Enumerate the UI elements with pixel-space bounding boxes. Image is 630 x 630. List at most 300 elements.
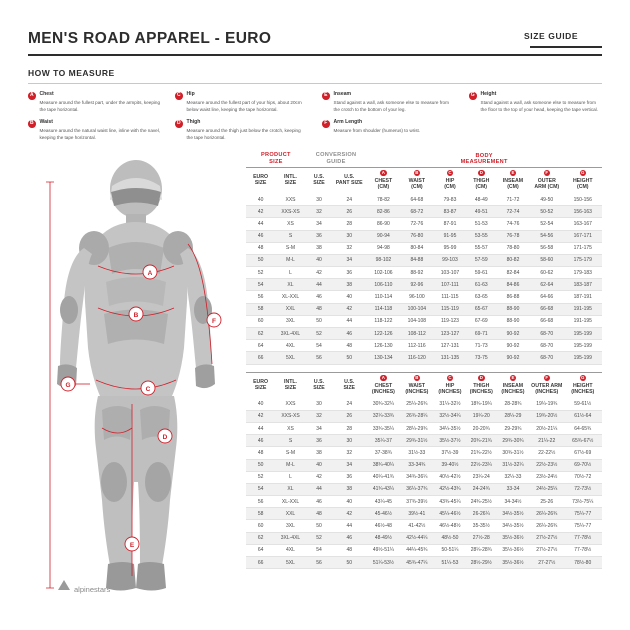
imperial-cell: 58	[246, 508, 275, 520]
imperial-cell: 39½-41	[400, 508, 433, 520]
imperial-header-row	[246, 372, 602, 399]
metric-cell: 48	[306, 303, 332, 315]
col-us-size: U.S. SIZE	[313, 173, 325, 187]
imperial-cell: 42	[306, 471, 332, 483]
imperial-cell: 29¾-31½	[400, 435, 433, 447]
col-intl-size: INTL. SIZE	[284, 173, 297, 187]
metric-cell: 76-80	[400, 230, 433, 242]
imperial-cell: 50	[306, 520, 332, 532]
figure-svg	[28, 152, 242, 600]
imperial-cell: 39-40½	[433, 459, 466, 471]
imperial-cell: 54	[306, 544, 332, 556]
metric-cell: 38	[332, 279, 366, 291]
metric-cell: S	[275, 230, 306, 242]
metric-cell: 76-78	[496, 230, 530, 242]
imperial-cell: 50-51¼	[433, 544, 466, 556]
imperial-cell: XL	[275, 483, 306, 495]
htm-term-height: Height	[480, 91, 497, 97]
col-us-pant-size: U.S. PANT SIZE	[335, 173, 363, 187]
htm-term-chest: Chest	[39, 91, 54, 97]
metric-cell: 163-167	[564, 218, 603, 230]
imperial-cell: 32	[332, 447, 366, 459]
metric-cell: 60	[246, 315, 275, 327]
metric-cell: 114-118	[366, 303, 400, 315]
metric-cell: 84-88	[400, 254, 433, 266]
table-row	[246, 279, 602, 291]
svg-text:B: B	[133, 311, 139, 319]
imperial-cell: 36	[332, 471, 366, 483]
svg-text:E: E	[129, 541, 135, 549]
imperial-cell: XXS-XS	[275, 410, 306, 422]
group-product-size: PRODUCT SIZE	[261, 151, 291, 166]
metric-cell: 92-96	[400, 279, 433, 291]
htm-item-height	[469, 91, 602, 113]
imperial-cell: 45-46½	[366, 508, 400, 520]
metric-cell: 167-171	[564, 230, 603, 242]
metric-cell: 66	[246, 352, 275, 364]
metric-cell: 102-106	[366, 267, 400, 279]
imperial-cell: 23½-24½	[530, 471, 563, 483]
col-outer-arm-cm: F OUTER ARM (CM)	[534, 169, 560, 191]
metric-cell: 62	[246, 328, 275, 340]
imperial-cell: 26¼-26¾	[530, 508, 563, 520]
imperial-cell: 38	[332, 483, 366, 495]
imperial-cell: 48	[306, 508, 332, 520]
metric-cell: 67-69	[467, 315, 496, 327]
metric-cell: 60-62	[530, 267, 563, 279]
metric-cell: 32	[332, 242, 366, 254]
col-us-pant-size-in: U.S. SIZE	[343, 378, 355, 392]
metric-cell: 48	[246, 242, 275, 254]
htm-item-inseam	[322, 91, 455, 113]
imperial-cell: 28	[332, 422, 366, 434]
col-waist-cm: B WAIST (CM)	[408, 169, 426, 191]
metric-cell: 34	[332, 254, 366, 266]
imperial-cell: 44	[332, 520, 366, 532]
imperial-cell: 34½-35½	[496, 520, 530, 532]
imperial-cell: 64-65¾	[564, 422, 603, 434]
metric-cell: 52	[246, 267, 275, 279]
imperial-cell: 24½-25¼	[530, 483, 563, 495]
metric-cell: 44	[246, 218, 275, 230]
badge-g: G	[470, 92, 475, 98]
col-height-in: G HEIGHT (INCHES)	[571, 374, 595, 396]
metric-cell: 191-195	[564, 315, 603, 327]
imperial-cell: 5XL	[275, 557, 306, 569]
metric-cell: 90-92	[496, 352, 530, 364]
metric-cell: 187-191	[564, 291, 603, 303]
metric-cell: 191-195	[564, 303, 603, 315]
metric-cell: 175-179	[564, 254, 603, 266]
table-row	[246, 230, 602, 242]
metric-cell: 88-90	[496, 303, 530, 315]
badge-b: B	[29, 120, 34, 127]
metric-cell: XXS	[275, 194, 306, 206]
metric-cell: 179-183	[564, 267, 603, 279]
table-spacer	[246, 364, 602, 372]
how-to-measure-divider	[28, 83, 602, 84]
metric-cell: 48-49	[467, 194, 496, 206]
imperial-cell: 28¼-28¾	[467, 544, 496, 556]
imperial-cell: 19¼-19¾	[530, 399, 563, 411]
imperial-cell: 23¼-24	[467, 471, 496, 483]
imperial-cell: 34	[332, 459, 366, 471]
htm-text-waist	[40, 119, 162, 141]
size-guide-underline	[530, 46, 602, 48]
metric-cell: 40	[332, 291, 366, 303]
htm-text-hip	[187, 91, 309, 113]
imperial-cell: 51¼-53½	[366, 557, 400, 569]
htm-column-3	[322, 91, 455, 142]
col-euro-size: EURO SIZE	[253, 173, 269, 187]
imperial-cell: 67½-69	[564, 447, 603, 459]
metric-cell: 131-135	[433, 352, 466, 364]
imperial-cell: 42	[332, 508, 366, 520]
imperial-cell: 44	[246, 422, 275, 434]
metric-cell: 38	[306, 242, 332, 254]
metric-cell: 68-70	[530, 328, 563, 340]
imperial-cell: 46	[246, 435, 275, 447]
htm-term-thigh: Thigh	[186, 119, 201, 126]
imperial-cell: 29¾-30¾	[496, 435, 530, 447]
imperial-cell: 72-73½	[564, 483, 603, 495]
imperial-cell: 40½-42½	[433, 471, 466, 483]
imperial-cell: 37¾-39½	[400, 496, 433, 508]
metric-cell: S-M	[275, 242, 306, 254]
metric-cell: 58-60	[530, 254, 563, 266]
imperial-cell: 40¼-41¾	[366, 471, 400, 483]
metric-cell: 123-127	[433, 328, 466, 340]
imperial-cell: 56	[246, 496, 275, 508]
imperial-cell: 20½-21¼	[530, 422, 563, 434]
imperial-cell: S-M	[275, 447, 306, 459]
imperial-cell: 42	[246, 410, 275, 422]
metric-cell: 44	[332, 315, 366, 327]
htm-desc-inseam: Stand against a wall, ask someone else to measure from the crotch to the bottom of your leg.	[333, 99, 449, 112]
table-row	[246, 410, 602, 422]
htm-term-arm-length: Arm Length	[333, 119, 363, 126]
imperial-cell: 54	[246, 483, 275, 495]
metric-cell: 42	[306, 267, 332, 279]
size-table-wrapper	[242, 152, 602, 600]
metric-cell: 87-91	[433, 218, 466, 230]
metric-cell: 126-130	[366, 340, 400, 352]
imperial-cell: 38¾-40¼	[366, 459, 400, 471]
imperial-cell: 33¾-35¼	[366, 422, 400, 434]
table-row	[246, 483, 602, 495]
metric-cell: 28	[332, 218, 366, 230]
imperial-cell: 44	[306, 483, 332, 495]
imperial-cell: 18¾-19¼	[467, 399, 496, 411]
metric-cell: 53-55	[467, 230, 496, 242]
imperial-cell: 41-42½	[400, 520, 433, 532]
metric-cell: 103-107	[433, 267, 466, 279]
table-row	[246, 447, 602, 459]
imperial-cell: 32¼-33¾	[366, 410, 400, 422]
table-row	[246, 218, 602, 230]
imperial-cell: 43¼-45	[366, 496, 400, 508]
metric-cell: 58	[246, 303, 275, 315]
badge-d: D	[176, 120, 181, 127]
metric-cell: 118-122	[366, 315, 400, 327]
imperial-cell: 35½-36½	[496, 544, 530, 556]
svg-text:A: A	[147, 269, 153, 277]
imperial-cell: 61½-64	[564, 410, 603, 422]
metric-cell: 49-51	[467, 206, 496, 218]
imperial-cell: 21¾-22½	[467, 447, 496, 459]
imperial-cell: 22½-23½	[530, 459, 563, 471]
col-hip-cm: C HIP (CM)	[444, 169, 456, 191]
metric-cell: 46	[306, 291, 332, 303]
metric-cell: 83-87	[433, 206, 466, 218]
imperial-cell: 49½-51¼	[366, 544, 400, 556]
metric-cell: 86-88	[496, 291, 530, 303]
imperial-cell: 20¾-21¾	[467, 435, 496, 447]
imperial-cell: 36¼-37¾	[400, 483, 433, 495]
imperial-cell: 75¼-77	[564, 520, 603, 532]
table-row	[246, 435, 602, 447]
table-row	[246, 459, 602, 471]
metric-cell: 116-120	[400, 352, 433, 364]
page-header	[28, 0, 602, 48]
table-row	[246, 496, 602, 508]
imperial-cell: 27½-27½	[530, 544, 563, 556]
imperial-cell: 3XL	[275, 520, 306, 532]
imperial-cell: 35½-37½	[433, 435, 466, 447]
imperial-cell: 3XL-4XL	[275, 532, 306, 544]
header-right	[524, 31, 602, 48]
metric-cell: 195-199	[564, 328, 603, 340]
metric-header-row	[246, 167, 602, 194]
imperial-cell: 32¼-33	[496, 471, 530, 483]
metric-cell: 91-95	[433, 230, 466, 242]
imperial-cell: XXL	[275, 508, 306, 520]
imperial-cell: 45¾-47¼	[400, 557, 433, 569]
col-outer-arm-in: F OUTER ARM (INCHES)	[531, 374, 563, 396]
metric-cell: 98-102	[366, 254, 400, 266]
metric-cell: 78-80	[496, 242, 530, 254]
htm-item-thigh	[175, 119, 308, 141]
metric-cell: 64-66	[530, 291, 563, 303]
col-waist-in: B WAIST (INCHES)	[405, 374, 429, 396]
htm-column-4	[469, 91, 602, 142]
imperial-cell: 34-34½	[496, 496, 530, 508]
metric-cell: 56	[306, 352, 332, 364]
imperial-cell: 31½-32¼	[496, 459, 530, 471]
metric-cell: 54	[306, 340, 332, 352]
imperial-cell: 59-61½	[564, 399, 603, 411]
svg-text:C: C	[145, 385, 151, 393]
imperial-cell: 52	[246, 471, 275, 483]
main-content	[28, 152, 602, 600]
imperial-cell: 30	[332, 435, 366, 447]
metric-cell: 99-103	[433, 254, 466, 266]
htm-item-waist	[28, 119, 161, 141]
imperial-cell: XS	[275, 422, 306, 434]
htm-text-height	[481, 91, 603, 113]
imperial-cell: 75¼-77	[564, 508, 603, 520]
imperial-cell: 46	[332, 532, 366, 544]
metric-cell: 40	[306, 254, 332, 266]
table-row	[246, 422, 602, 434]
htm-desc-arm-length: Measure from shoulder (humerus) to wrist.	[333, 128, 421, 134]
table-row	[246, 508, 602, 520]
imperial-cell: 40	[246, 399, 275, 411]
metric-cell: 112-116	[400, 340, 433, 352]
col-intl-size-in: INTL. SIZE	[284, 378, 297, 392]
htm-desc-thigh: Measure around the thigh just below the crotch, keeping the tape horizontal.	[186, 128, 301, 140]
htm-item-arm-length	[322, 119, 455, 135]
metric-cell: 130-134	[366, 352, 400, 364]
metric-cell: 88-90	[496, 315, 530, 327]
metric-cell: 57-59	[467, 254, 496, 266]
header-left	[28, 30, 524, 48]
metric-cell: 110-114	[366, 291, 400, 303]
imperial-cell: 27½-27½	[530, 532, 563, 544]
imperial-cell: 35½-36½	[496, 557, 530, 569]
imperial-cell: 42½-44¼	[400, 532, 433, 544]
imperial-cell: 35¼-37	[366, 435, 400, 447]
htm-desc-hip: Measure around the fullest part of your hips, about 20cm below waist line, keeping the tape horizontal.	[186, 99, 302, 112]
imperial-cell: 48	[246, 447, 275, 459]
col-thigh-cm: D THIGH (CM)	[473, 169, 490, 191]
metric-cell: 54-56	[530, 230, 563, 242]
table-row	[246, 532, 602, 544]
imperial-cell: 44¼-45¾	[400, 544, 433, 556]
imperial-cell: 32	[306, 410, 332, 422]
metric-cell: 50	[246, 254, 275, 266]
metric-cell: 72-76	[400, 218, 433, 230]
metric-cell: 156-163	[564, 206, 603, 218]
metric-cell: 106-110	[366, 279, 400, 291]
imperial-cell: 66	[246, 557, 275, 569]
metric-cell: 82-84	[496, 267, 530, 279]
imperial-cell: 35-35½	[467, 520, 496, 532]
col-us-size-in: U.S. SIZE	[313, 378, 325, 392]
htm-desc-height: Stand against a wall, ask someone else to measure from the floor to the top of your head, keeping the tape vertical.	[480, 99, 598, 112]
size-guide-label: SIZE GUIDE	[524, 31, 579, 41]
metric-cell: 69-71	[467, 328, 496, 340]
metric-cell: 94-98	[366, 242, 400, 254]
table-row	[246, 340, 602, 352]
metric-cell: 64	[246, 340, 275, 352]
metric-cell: 100-104	[400, 303, 433, 315]
metric-cell: 119-123	[433, 315, 466, 327]
metric-cell: 68-72	[400, 206, 433, 218]
imperial-cell: 51¼-53	[433, 557, 466, 569]
imperial-cell: 43¾-45¼	[433, 496, 466, 508]
metric-rows	[246, 194, 602, 364]
metric-cell: 32	[306, 206, 332, 218]
imperial-cell: 73½-75¼	[564, 496, 603, 508]
table-row	[246, 194, 602, 206]
table-row	[246, 471, 602, 483]
col-chest-cm: A CHEST (CM)	[374, 169, 393, 191]
imperial-cell: 46	[306, 496, 332, 508]
table-row	[246, 242, 602, 254]
imperial-cell: 78½-80	[564, 557, 603, 569]
metric-cell: 71-72	[496, 194, 530, 206]
htm-term-inseam: Inseam	[333, 91, 352, 97]
group-header-row	[246, 152, 602, 168]
imperial-cell: 19¼-20	[467, 410, 496, 422]
imperial-cell: 77-78½	[564, 544, 603, 556]
htm-item-chest	[28, 91, 161, 113]
metric-cell: 195-199	[564, 352, 603, 364]
imperial-cell: 37½-39	[433, 447, 466, 459]
metric-cell: 24	[332, 194, 366, 206]
imperial-cell: 24-24¾	[467, 483, 496, 495]
metric-cell: XXL	[275, 303, 306, 315]
table-row	[246, 328, 602, 340]
metric-cell: 104-108	[400, 315, 433, 327]
svg-text:alpinestars: alpinestars	[74, 584, 111, 594]
imperial-cell: 60	[246, 520, 275, 532]
metric-cell: 88-92	[400, 267, 433, 279]
imperial-cell: 69-70½	[564, 459, 603, 471]
imperial-cell: 64	[246, 544, 275, 556]
imperial-cell: 46½-48	[366, 520, 400, 532]
metric-cell: 46	[246, 230, 275, 242]
imperial-cell: 48	[332, 544, 366, 556]
imperial-cell: 20-20¾	[467, 422, 496, 434]
page-title: MEN'S ROAD APPAREL - EURO	[28, 30, 272, 47]
metric-cell: XL	[275, 279, 306, 291]
col-hip-in: C HIP (INCHES)	[438, 374, 462, 396]
imperial-cell: 34¼-35½	[433, 422, 466, 434]
how-to-measure-grid	[28, 91, 602, 142]
imperial-cell: 30	[306, 399, 332, 411]
metric-cell: 90-94	[366, 230, 400, 242]
imperial-cell: 32½-34¼	[433, 410, 466, 422]
col-chest-in: A CHEST (INCHES)	[371, 374, 395, 396]
imperial-cell: 21¼-22	[530, 435, 563, 447]
svg-text:G: G	[65, 381, 71, 389]
metric-cell: 34	[306, 218, 332, 230]
metric-cell: 95-99	[433, 242, 466, 254]
metric-cell: 63-65	[467, 291, 496, 303]
metric-cell: 26	[332, 206, 366, 218]
table-row	[246, 520, 602, 532]
imperial-cell: 45¼-46½	[433, 508, 466, 520]
measurement-figure	[28, 152, 242, 600]
imperial-cell: 41¾-43¼	[366, 483, 400, 495]
imperial-cell: M-L	[275, 459, 306, 471]
htm-column-1	[28, 91, 161, 142]
title-divider	[28, 54, 602, 56]
imperial-cell: 46½-48½	[433, 520, 466, 532]
imperial-cell: 34¾-36¼	[400, 471, 433, 483]
metric-cell: 40	[246, 194, 275, 206]
metric-cell: 195-199	[564, 340, 603, 352]
imperial-cell: 26-26¼	[467, 508, 496, 520]
metric-cell: 42	[332, 303, 366, 315]
imperial-cell: XL-XXL	[275, 496, 306, 508]
metric-cell: 36	[332, 267, 366, 279]
how-to-measure-heading: HOW TO MEASURE	[28, 68, 115, 78]
brand-logo	[58, 580, 111, 594]
imperial-cell: 33-34	[496, 483, 530, 495]
metric-cell: 52-54	[530, 218, 563, 230]
imperial-cell: 24	[332, 399, 366, 411]
imperial-cell: 31½-33	[400, 447, 433, 459]
imperial-cell: 22-22½	[530, 447, 563, 459]
imperial-cell: 30¾-32¼	[366, 399, 400, 411]
metric-cell: 96-100	[400, 291, 433, 303]
metric-cell: 36	[306, 230, 332, 242]
imperial-cell: S	[275, 435, 306, 447]
imperial-cell: 42½-43¾	[433, 483, 466, 495]
